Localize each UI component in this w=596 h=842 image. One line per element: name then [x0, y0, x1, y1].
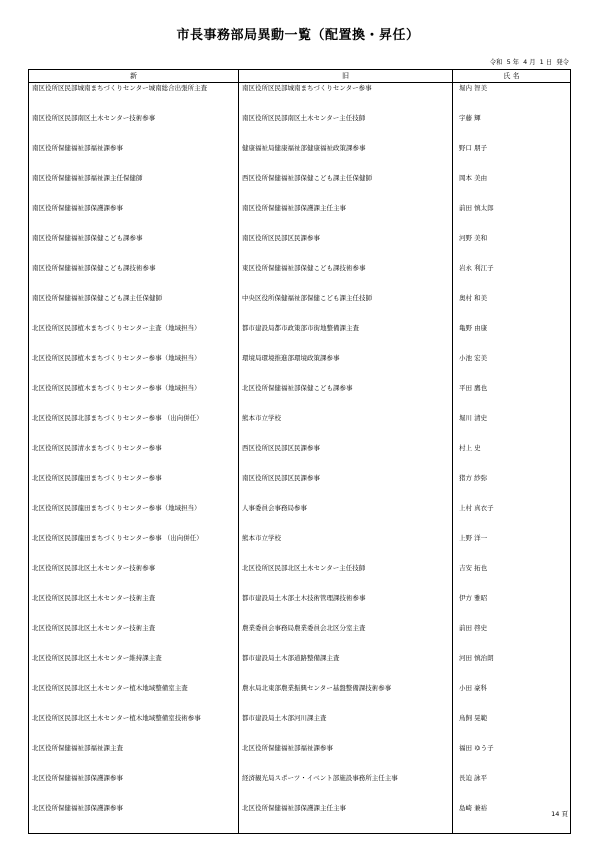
- new-position: 北区役所区民部北区土木センター維持課主査: [29, 653, 239, 683]
- new-position: 北区役所区民部龍田まちづくりセンター参事: [29, 473, 239, 503]
- header-new: 新: [29, 70, 239, 83]
- table-row: [29, 473, 571, 503]
- old-position: 西区役所保健福祉部保健こども課主任保健師: [239, 173, 453, 203]
- table-row: [29, 263, 571, 293]
- old-position: 南区役所区民部区民課参事: [239, 473, 453, 503]
- issue-date: 令和 5 年 4 月 1 日 発令: [489, 58, 569, 66]
- table-row: [29, 533, 571, 563]
- person-name: 鳥飼 晃範: [453, 713, 571, 743]
- new-position: 北区役所区民部植木まちづくりセンター主査（地域担当）: [29, 323, 239, 353]
- table-row: [29, 593, 571, 623]
- old-position: 熊本市立学校: [239, 413, 453, 443]
- person-name: 小池 宏美: [453, 353, 571, 383]
- person-name: 小田 豪科: [453, 683, 571, 713]
- table-row: [29, 83, 571, 114]
- person-name: 前田 慎太郎: [453, 203, 571, 233]
- new-position: 北区役所区民部北区土木センター技術参事: [29, 563, 239, 593]
- old-position: 南区役所区民部城南まちづくりセンター参事: [239, 83, 453, 114]
- old-position: 南区役所保健福祉部保護課主任主事: [239, 203, 453, 233]
- new-position: 北区役所区民部北区土木センター植木地域整備室技術参事: [29, 713, 239, 743]
- person-name: 奥村 和美: [453, 293, 571, 323]
- old-position: 農水局北東部農業振興センター基盤整備課技術参事: [239, 683, 453, 713]
- header-name: 氏 名: [453, 70, 571, 83]
- old-position: 都市建設局土木部河川課主査: [239, 713, 453, 743]
- table-body: [29, 83, 571, 834]
- old-position: 都市建設局都市政策部市街地整備課主査: [239, 323, 453, 353]
- new-position: 北区役所区民部龍田まちづくりセンター参事（地域担当）: [29, 503, 239, 533]
- new-position: 南区役所保健福祉部福祉課参事: [29, 143, 239, 173]
- new-position: 北区役所区民部龍田まちづくりセンター参事 （出向併任）: [29, 533, 239, 563]
- table-row: [29, 203, 571, 233]
- header-old: 旧: [239, 70, 453, 83]
- table-row: [29, 323, 571, 353]
- new-position: 北区役所区民部北区土木センター植木地域整備室主査: [29, 683, 239, 713]
- new-position: 南区役所保健福祉部保健こども課参事: [29, 233, 239, 263]
- new-position: 北区役所区民部北部まちづくりセンター参事 （出向併任）: [29, 413, 239, 443]
- old-position: 環境局環境推進部環境政策課参事: [239, 353, 453, 383]
- new-position: 南区役所保健福祉部保護課参事: [29, 203, 239, 233]
- new-position: 南区役所区民部南区土木センター技術参事: [29, 113, 239, 143]
- person-name: 吉安 拓也: [453, 563, 571, 593]
- person-name: 上野 洋一: [453, 533, 571, 563]
- old-position: 南区役所区民部区民課参事: [239, 233, 453, 263]
- table-row: [29, 503, 571, 533]
- person-name: 伊方 雅昭: [453, 593, 571, 623]
- person-name: 平田 鷹也: [453, 383, 571, 413]
- old-position: 南区役所区民部南区土木センター主任技師: [239, 113, 453, 143]
- person-name: 福田 ゆう子: [453, 743, 571, 773]
- old-position: 東区役所保健福祉部保健こども課技術参事: [239, 263, 453, 293]
- new-position: 南区役所保健福祉部保健こども課主任保健師: [29, 293, 239, 323]
- new-position: 南区役所保健福祉部保健こども課技術参事: [29, 263, 239, 293]
- person-name: 前田 啓史: [453, 623, 571, 653]
- old-position: 熊本市立学校: [239, 533, 453, 563]
- person-name: 島崎 兼裕: [453, 803, 571, 834]
- old-position: 経済観光局スポーツ・イベント部施設事務所主任主事: [239, 773, 453, 803]
- table-row: [29, 683, 571, 713]
- document-title: 市長事務部局異動一覧（配置換・昇任）: [176, 28, 420, 43]
- old-position: 人事委員会事務局参事: [239, 503, 453, 533]
- table-row: [29, 803, 571, 834]
- table-row: [29, 743, 571, 773]
- old-position: 西区役所区民部区民課参事: [239, 443, 453, 473]
- table-row: [29, 773, 571, 803]
- new-position: 北区役所保健福祉部保護課参事: [29, 803, 239, 834]
- person-name: 猪方 紗弥: [453, 473, 571, 503]
- table-row: [29, 653, 571, 683]
- table-row: [29, 443, 571, 473]
- person-name: 堀内 智美: [453, 83, 571, 114]
- old-position: 中央区役所保健福祉部保健こども課主任技師: [239, 293, 453, 323]
- table-row: [29, 353, 571, 383]
- new-position: 南区役所区民部城南まちづくりセンター城南総合出張所主査: [29, 83, 239, 114]
- new-position: 北区役所区民部植木まちづくりセンター参事（地域担当）: [29, 353, 239, 383]
- old-position: 都市建設局土木部道路整備課主査: [239, 653, 453, 683]
- person-name: 河野 美和: [453, 233, 571, 263]
- old-position: 健康福祉局健康福祉部健康福祉政策課参事: [239, 143, 453, 173]
- table-row: [29, 293, 571, 323]
- table-row: [29, 413, 571, 443]
- person-name: 河田 慎治朗: [453, 653, 571, 683]
- table-row: [29, 233, 571, 263]
- person-name: 堀川 清史: [453, 413, 571, 443]
- new-position: 北区役所区民部北区土木センター技術主査: [29, 593, 239, 623]
- person-name: 岡本 美由: [453, 173, 571, 203]
- new-position: 南区役所保健福祉部福祉課主任保健師: [29, 173, 239, 203]
- table-row: [29, 623, 571, 653]
- person-name: 長迫 詠平: [453, 773, 571, 803]
- header-row: [29, 70, 571, 83]
- new-position: 北区役所区民部植木まちづくりセンター参事（地域担当）: [29, 383, 239, 413]
- old-position: 都市建設局土木部土木技術管理課技術参事: [239, 593, 453, 623]
- person-name: 宇藤 輝: [453, 113, 571, 143]
- person-name: 野口 朋子: [453, 143, 571, 173]
- table-row: [29, 173, 571, 203]
- person-name: 亀野 由康: [453, 323, 571, 353]
- person-name: 岩永 利江子: [453, 263, 571, 293]
- person-name: 上村 真衣子: [453, 503, 571, 533]
- table-row: [29, 143, 571, 173]
- person-name: 村上 史: [453, 443, 571, 473]
- old-position: 農業委員会事務局農業委員会北区分室主査: [239, 623, 453, 653]
- page-number: 14 頁: [551, 810, 568, 818]
- table-row: [29, 713, 571, 743]
- old-position: 北区役所保健福祉部保健こども課参事: [239, 383, 453, 413]
- table-row: [29, 113, 571, 143]
- new-position: 北区役所保健福祉部福祉課主査: [29, 743, 239, 773]
- table-row: [29, 383, 571, 413]
- new-position: 北区役所保健福祉部保護課参事: [29, 773, 239, 803]
- old-position: 北区役所区民部北区土木センター主任技師: [239, 563, 453, 593]
- table-row: [29, 563, 571, 593]
- personnel-table: [28, 69, 571, 834]
- new-position: 北区役所区民部北区土木センター技術主査: [29, 623, 239, 653]
- old-position: 北区役所保健福祉部保護課主任主事: [239, 803, 453, 834]
- old-position: 北区役所保健福祉部福祉課参事: [239, 743, 453, 773]
- new-position: 北区役所区民部清水まちづくりセンター参事: [29, 443, 239, 473]
